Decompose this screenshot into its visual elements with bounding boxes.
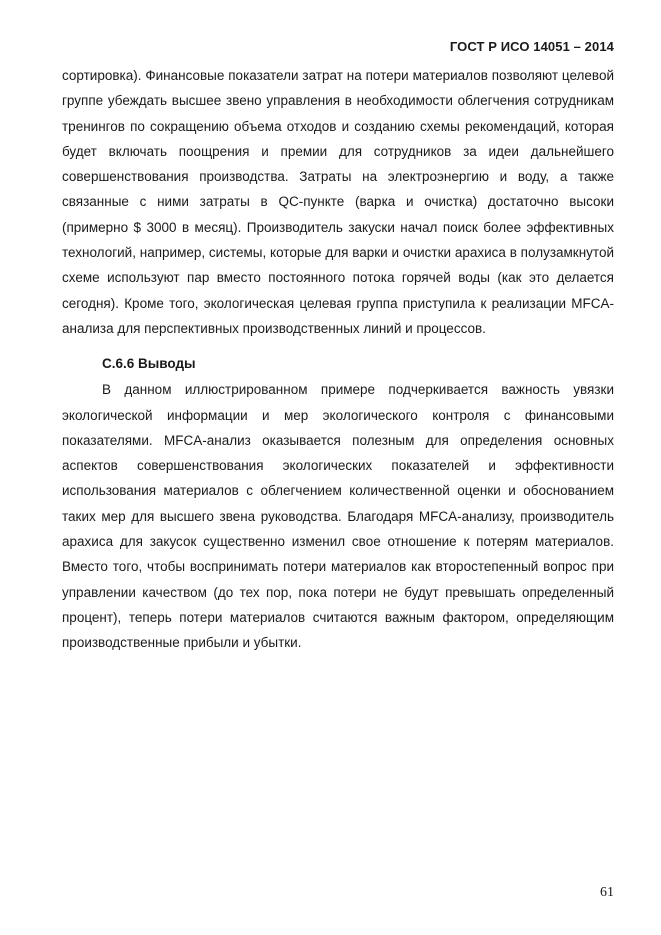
page-number: 61 [600,885,614,900]
body-paragraph-1: сортировка). Финансовые показатели затрат на потери материалов позволяют целевой группе убеждать высшее звено управления в необходимости облегчения сотрудникам тренингов по сокращению объема отходов и созданию схемы рекомендаций, которая будет включать поощрения и премии для сотрудников за идеи дальнейшего совершенствования производства. Затраты на электроэнергию и воду, а также связанные с ними затраты в QC-пункте (варка и очистка) достаточно высоки (примерно $ 3000 в месяц). Производитель закуски начал поиск более эффективных технологий, например, системы, которые для варки и очистки арахиса в полузамкнутой схеме используют пар вместо постоянного потока горячей воды (как это делается сегодня). Кроме того, экологическая целевая группа приступила к реализации MFCA-анализа для перспективных производственных линий и процессов. [62,68,614,336]
document-body [62,63,614,656]
document-header-standard-id: ГОСТ Р ИСО 14051 – 2014 [449,39,614,54]
body-paragraph-2: В данном иллюстрированном примере подчеркивается важность увязки экологической информации и мер экологического контроля с финансовыми показателями. MFCA-анализ оказывается полезным для определения основных аспектов совершенствования экологических показателей и эффективности использования материалов с облегчением количественной оценки и обоснованием таких мер для высшего звена руководства. Благодаря MFCA-анализу, производитель арахиса для закусок существенно изменил свое отношение к потерям материалов. Вместо того, чтобы воспринимать потери материалов как второстепенный вопрос при управлении качеством (до тех пор, пока потери не будут превышать определенный процент), теперь потери материалов считаются важным фактором, определяющим производственные прибыли и убытки. [62,382,614,651]
section-heading: С.6.6 Выводы [102,356,196,372]
